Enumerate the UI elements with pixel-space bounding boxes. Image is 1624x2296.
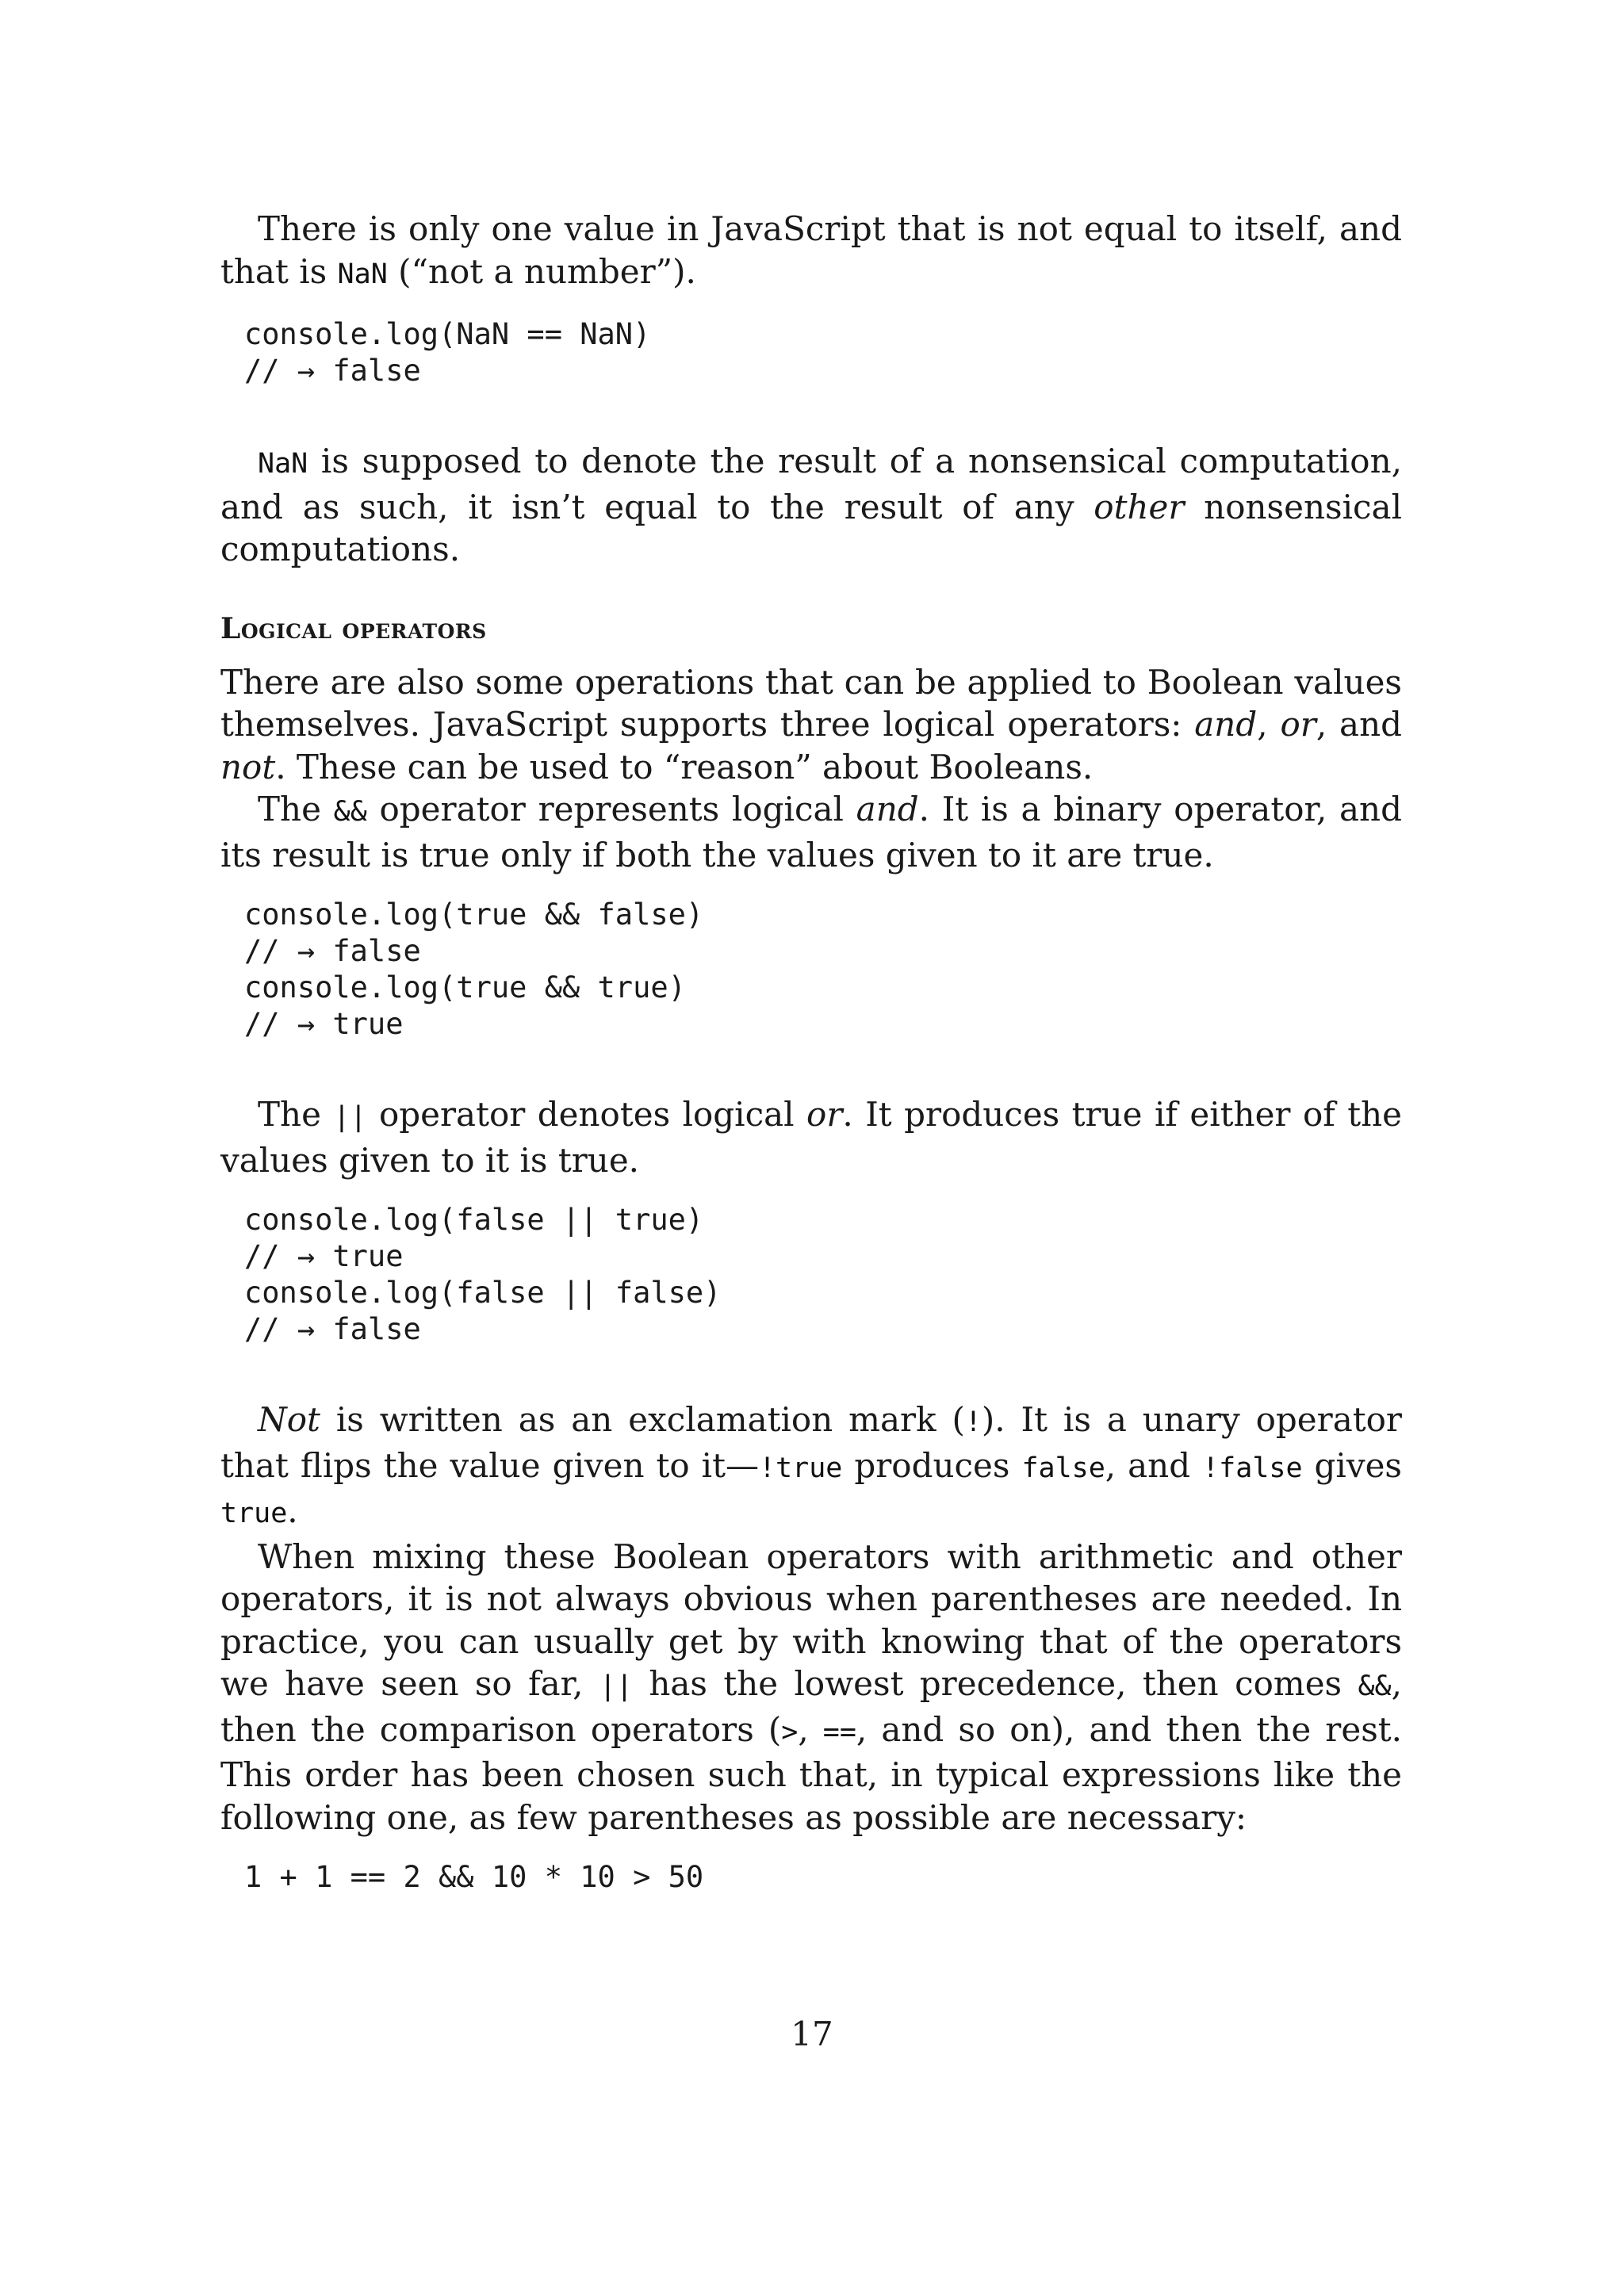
text: . These can be used to “reason” about Booleans. xyxy=(275,747,1094,786)
code-line: // → false xyxy=(244,1312,421,1346)
inline-code: && xyxy=(333,796,367,828)
code-line: // → true xyxy=(244,1239,404,1273)
inline-code: !true xyxy=(758,1452,843,1484)
text: . It is a binary operator, and its result is true only if both the values given to it are true. xyxy=(220,790,1402,874)
paragraph-nan-explanation xyxy=(220,440,1402,571)
code-block-or xyxy=(220,1202,1402,1348)
inline-code: ! xyxy=(964,1406,982,1438)
emphasis: or xyxy=(806,1095,843,1134)
paragraph-or-operator xyxy=(220,1093,1402,1181)
code-line: console.log(true && true) xyxy=(244,970,686,1004)
paragraph-precedence xyxy=(220,1536,1402,1839)
inline-code: !false xyxy=(1202,1452,1303,1484)
text: When mixing these Boolean operators with arithmetic and other operators, it is not always obvious when parentheses are needed. In practice, you can usually get by with knowing that of the operators we have seen so far, xyxy=(220,1536,1402,1703)
emphasis: and xyxy=(1194,705,1258,744)
inline-code: NaN xyxy=(337,258,388,290)
code-block-and xyxy=(220,897,1402,1043)
code-line: console.log(false || true) xyxy=(244,1203,704,1237)
inline-code: || xyxy=(599,1670,633,1702)
paragraph-logical-intro xyxy=(220,661,1402,789)
text: (“not a number”). xyxy=(387,251,696,291)
text: is supposed to denote the result of a nonsensical computation, and as such, it isn’t equal to the result of any xyxy=(220,442,1402,526)
text: , xyxy=(798,1709,823,1749)
inline-code: == xyxy=(822,1716,856,1748)
text: gives xyxy=(1302,1445,1402,1485)
text: ). It is a unary operator that flips the value given to it— xyxy=(220,1400,1402,1485)
inline-code: || xyxy=(333,1101,367,1133)
page-body xyxy=(220,208,1402,1896)
inline-code: > xyxy=(781,1716,799,1748)
text: The xyxy=(258,1095,334,1134)
text: The xyxy=(258,790,334,828)
emphasis: Not xyxy=(258,1400,320,1439)
emphasis: not xyxy=(220,747,276,786)
text: . xyxy=(287,1491,298,1530)
text: , xyxy=(1257,705,1281,744)
code-line: // → true xyxy=(244,1007,404,1041)
text: operator denotes logical xyxy=(366,1095,807,1134)
text: is written as an exclamation mark ( xyxy=(320,1400,965,1439)
code-line: console.log(NaN == NaN) xyxy=(244,317,651,351)
code-line: console.log(true && false) xyxy=(244,897,704,932)
code-block-precedence xyxy=(220,1859,1402,1896)
code-line: 1 + 1 == 2 && 10 * 10 > 50 xyxy=(244,1860,704,1894)
emphasis: or xyxy=(1280,705,1316,744)
text: nonsensical computations. xyxy=(220,487,1402,568)
code-line: console.log(false || false) xyxy=(244,1276,722,1310)
section-heading: Logical operators xyxy=(220,611,487,645)
page-number: 17 xyxy=(791,2015,833,2053)
inline-code: NaN xyxy=(258,448,308,480)
text: has the lowest precedence, then comes xyxy=(632,1664,1358,1703)
text: , and so on), and then the rest. This order has been chosen such that, in typical expressions like the following one, as few parentheses as possible are necessary: xyxy=(220,1709,1403,1837)
text: . It produces true if either of the values given to it is true. xyxy=(220,1095,1402,1180)
text: There are also some operations that can be applied to Boolean values themselves. JavaScript supports three logical operators: xyxy=(220,662,1402,744)
paragraph-and-operator xyxy=(220,788,1402,876)
inline-code: false xyxy=(1021,1452,1105,1484)
emphasis: other xyxy=(1094,487,1185,526)
text: operator represents logical xyxy=(366,790,856,828)
paragraph-not-operator xyxy=(220,1399,1402,1536)
paragraph-nan-intro xyxy=(220,208,1402,296)
text: , and xyxy=(1105,1445,1203,1485)
text: , then the comparison operators ( xyxy=(220,1664,1402,1749)
text: There is only one value in JavaScript that is not equal to itself, and that is xyxy=(220,209,1402,291)
code-block-nan xyxy=(220,316,1402,389)
inline-code: true xyxy=(220,1498,288,1529)
text: produces xyxy=(842,1445,1022,1485)
text: , and xyxy=(1316,705,1403,744)
code-line: // → false xyxy=(244,354,421,388)
inline-code: && xyxy=(1358,1670,1392,1702)
emphasis: and xyxy=(856,790,919,828)
code-line: // → false xyxy=(244,934,421,968)
